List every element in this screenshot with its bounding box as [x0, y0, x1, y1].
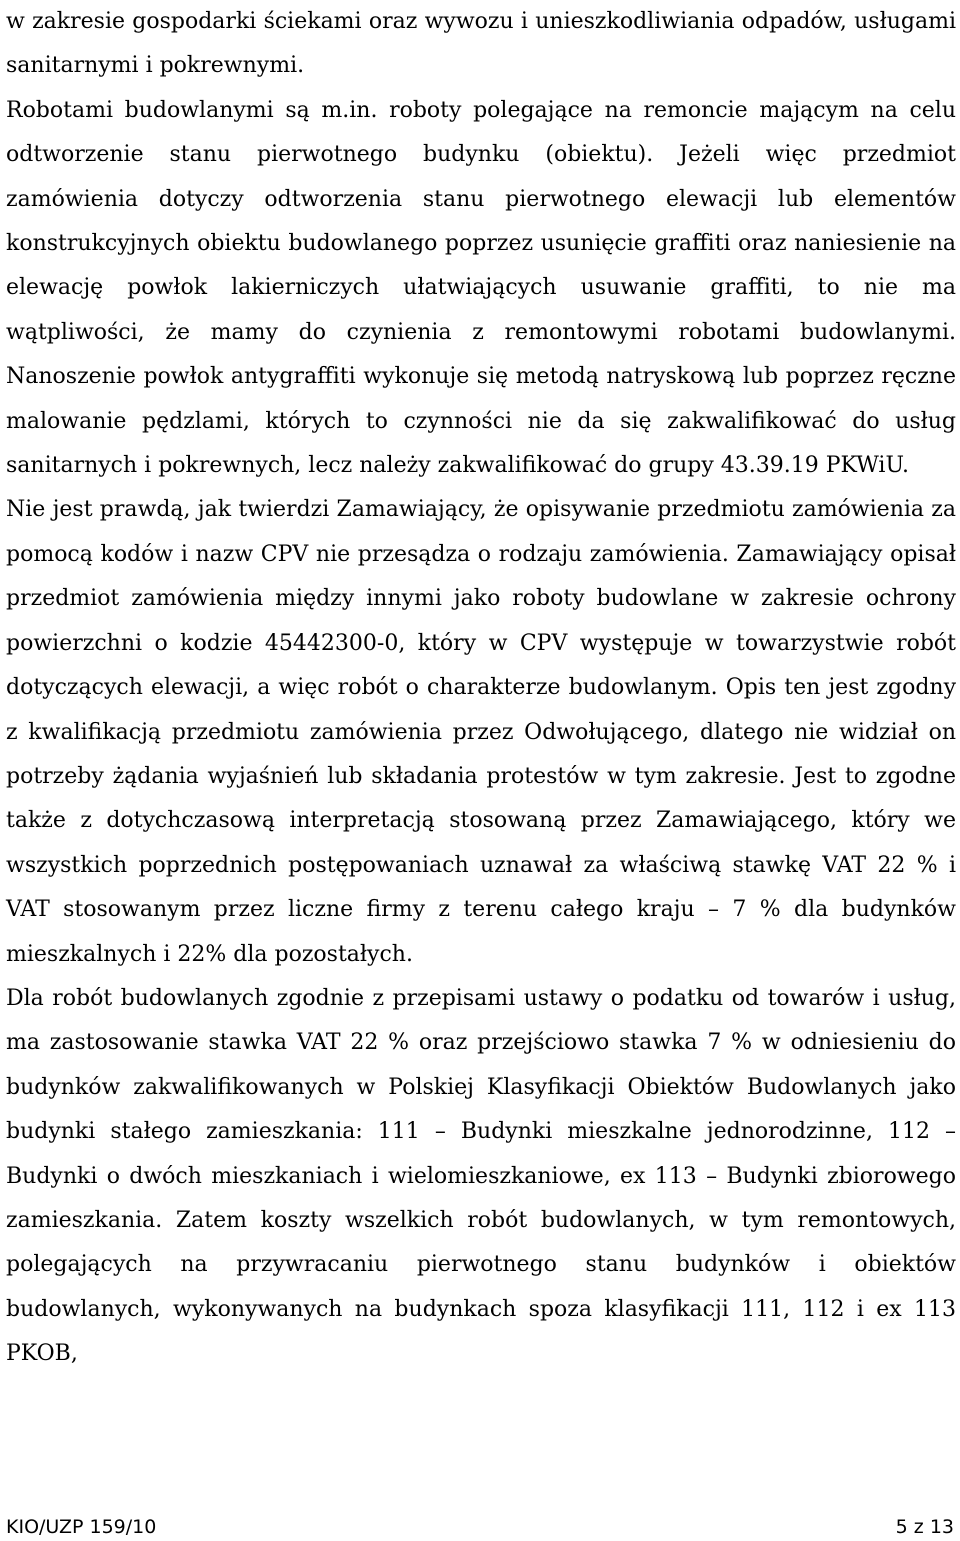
paragraph-vat-rates: Dla robót budowlanych zgodnie z przepisami ustawy o podatku od towarów i usług, ma zastosowanie stawka VAT 22 % oraz przejściowo stawka 7 % w odniesieniu do budynków zakwalifikowanych w Polskiej Klasyfikacji Obiektów Budowlanych jako budynki stałego zamieszkania: 111 – Budynki mieszkalne jednorodzinne, 112 – Budynki o dwóch mieszkaniach i wielomieszkaniowe, ex 113 – Budynki zbiorowego zamieszkania. Zatem koszty wszelkich robót budowlanych, w tym remontowych, polegających na przywracaniu pierwotnego stanu budynków i obiektów budowlanych, wykonywanych na budynkach spoza klasyfikacji 111, 112 i ex 113 PKOB,	[6, 985, 956, 1367]
paragraph-construction-works: Robotami budowlanymi są m.in. roboty polegające na remoncie mającym na celu odtworzenie stanu pierwotnego budynku (obiektu). Jeżeli więc przedmiot zamówienia dotyczy odtworzenia stanu pierwotnego elewacji lub elementów konstrukcyjnych obiektu budowlanego poprzez usunięcie graffiti oraz naniesienie na elewację powłok lakierniczych ułatwiających usuwanie graffiti, to nie ma wątpliwości, że mamy do czynienia z remontowymi robotami budowlanymi. Nanoszenie powłok antygraffiti wykonuje się metodą natryskową lub poprzez ręczne malowanie pędzlami, których to czynności nie da się zakwalifikować do usług sanitarnych i pokrewnych, lecz należy zakwalifikować do grupy 43.39.19 PKWiU.	[6, 97, 956, 479]
paragraph-continuation: w zakresie gospodarki ściekami oraz wywozu i unieszkodliwiania odpadów, usługami sanitarnymi i pokrewnymi.	[6, 9, 956, 79]
case-number: KIO/UZP 159/10	[6, 1516, 157, 1538]
page-indicator: 5 z 13	[895, 1516, 954, 1538]
paragraph-cpv-codes: Nie jest prawdą, jak twierdzi Zamawiający, że opisywanie przedmiotu zamówienia za pomocą kodów i nazw CPV nie przesądza o rodzaju zamówienia. Zamawiający opisał przedmiot zamówienia między innymi jako roboty budowlane w zakresie ochrony powierzchni o kodzie 45442300-0, który w CPV występuje w towarzystwie robót dotyczących elewacji, a więc robót o charakterze budowlanym. Opis ten jest zgodny z kwalifikacją przedmiotu zamówienia przez Odwołującego, dlatego nie widział on potrzeby żądania wyjaśnień lub składania protestów w tym zakresie. Jest to zgodne także z dotychczasową interpretacją stosowaną przez Zamawiającego, który we wszystkich poprzednich postępowaniach uznawał za właściwą stawkę VAT 22 % i VAT stosowanym przez liczne firmy z terenu całego kraju – 7 % dla budynków mieszkalnych i 22% dla pozostałych.	[6, 497, 956, 967]
document-page	[6, 0, 956, 1377]
